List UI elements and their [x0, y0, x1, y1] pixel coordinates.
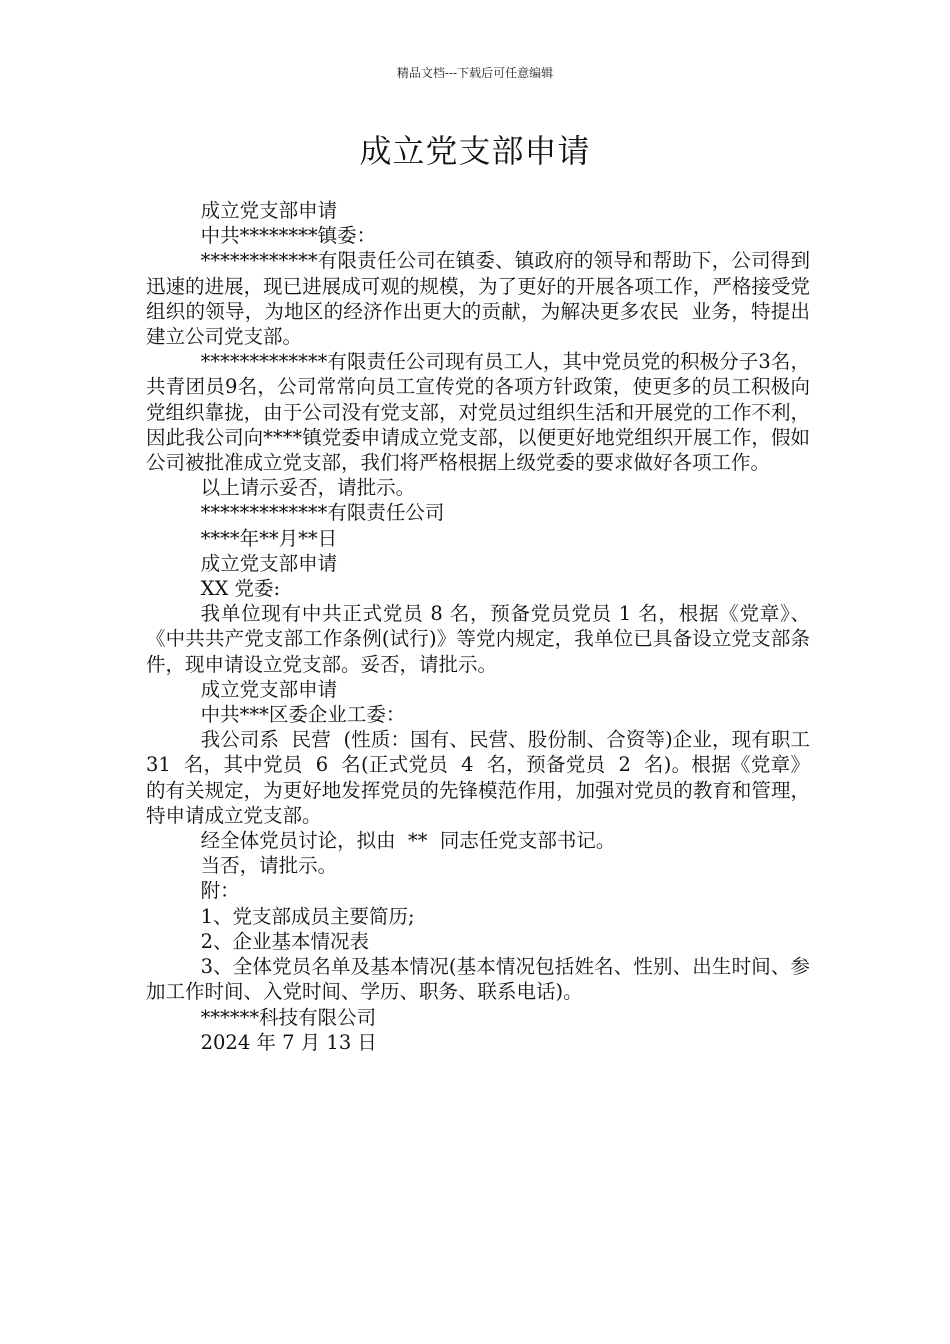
paragraph: *************有限责任公司现有员工人，其中党员党的积极分子3名，共青团员9名，公司常常向员工宣传党的各项方针政策，使更多的员工积极向党组织靠拢，由于公司没有党支部，对党员过组织生活和开展党的工作不利，因此我公司向****镇党委申请成立党支部，以便更好地党组织开展工作，假如公司被批准成立党支部，我们将严格根据上级党委的要求做好各项工作。 — [146, 350, 810, 475]
paragraph: ****年**月**日 — [200, 526, 338, 550]
paragraph: 2、企业基本情况表 — [200, 929, 370, 953]
document-body — [146, 198, 823, 1055]
paragraph: 1、党支部成员主要简历; — [200, 904, 415, 928]
paragraph: 3、全体党员名单及基本情况(基本情况包括姓名、性别、出生时间、参加工作时间、入党时间、学历、职务、联系电话)。 — [146, 955, 810, 1004]
paragraph: 附： — [200, 879, 240, 903]
paragraph: 成立党支部申请 — [200, 199, 338, 222]
document-title: 成立党支部申请 — [359, 132, 591, 170]
paragraph: 我单位现有中共正式党员 8 名，预备党员党员 1 名，根据《党章》、《中共共产党支部工作条例(试行)》等党内规定，我单位已具备设立党支部条件，现申请设立党支部。妥否，请批示。 — [146, 602, 810, 676]
paragraph: 中共***区委企业工委： — [200, 703, 406, 727]
paragraph: 以上请示妥否，请批示。 — [200, 476, 416, 500]
paragraph: XX 党委: — [200, 577, 281, 601]
paragraph: 经全体党员讨论，拟由 ** 同志任党支部书记。 — [200, 829, 616, 853]
paragraph: 我公司系 民营 (性质：国有、民营、股份制、合资等)企业，现有职工 31 名，其中党员 6 名(正式党员 4 名，预备党员 2 名)。根据《党章》的有关规定，为更好地发挥党员的先锋模范作用，加强对党员的教育和管理，特申请成立党支部。 — [146, 728, 823, 827]
paragraph: 成立党支部申请 — [200, 551, 338, 575]
paragraph: ************有限责任公司在镇委、镇政府的领导和帮助下，公司得到迅速的进展，现已进展成可观的规模，为了更好的开展各项工作，严格接受党组织的领导，为地区的经济作出更大的贡献，为解决更多农民 业务，特提出建立公司党支部。 — [146, 249, 810, 349]
paragraph: ******科技有限公司 — [200, 1005, 377, 1029]
paragraph: 当否，请批示。 — [200, 854, 338, 878]
paragraph: 中共********镇委： — [200, 224, 377, 248]
paragraph: 2024 年 7 月 13 日 — [200, 1030, 377, 1054]
paragraph: *************有限责任公司 — [200, 501, 445, 525]
paragraph: 成立党支部申请 — [200, 677, 338, 701]
header-note: 精品文档---下载后可任意编辑 — [396, 66, 554, 80]
